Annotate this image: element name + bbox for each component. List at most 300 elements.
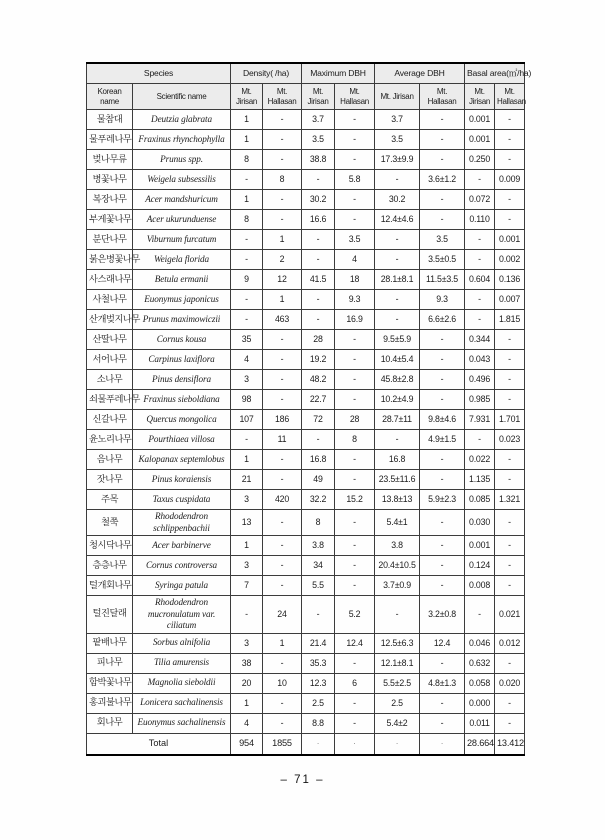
value-cell: 10.2±4.9 [375, 390, 420, 410]
value-cell: - [263, 190, 302, 210]
value-cell: 4.8±1.3 [420, 673, 465, 693]
value-cell: 5.8 [335, 170, 375, 190]
value-cell: - [495, 693, 525, 713]
scientific-name-cell: Sorbus alnifolia [133, 633, 231, 653]
table-body [87, 110, 525, 755]
header-density: Density( /ha) [231, 63, 302, 84]
table-header [87, 63, 532, 110]
value-cell: 0.604 [465, 270, 495, 290]
value-cell: 0.000 [465, 693, 495, 713]
value-cell: 0.085 [465, 490, 495, 510]
korean-name-cell: 복장나무 [87, 190, 133, 210]
scientific-name-cell: Acer ukurunduense [133, 210, 231, 230]
value-cell: 41.5 [302, 270, 335, 290]
value-cell: 4 [335, 250, 375, 270]
value-cell: 32.2 [302, 490, 335, 510]
value-cell: 38.8 [302, 150, 335, 170]
subheader-korean-name: Korean name [87, 84, 133, 110]
value-cell: - [495, 390, 525, 410]
value-cell: 8.8 [302, 713, 335, 733]
value-cell: 48.2 [302, 370, 335, 390]
value-cell: 1 [231, 130, 263, 150]
table-row [87, 390, 525, 410]
korean-name-cell: 팥배나무 [87, 633, 133, 653]
value-cell: 1 [231, 450, 263, 470]
value-cell: 20.4±10.5 [375, 556, 420, 576]
value-cell: 0.009 [495, 170, 525, 190]
value-cell: 5.5±2.5 [375, 673, 420, 693]
value-cell: - [335, 190, 375, 210]
value-cell: - [495, 510, 525, 536]
value-cell: 21.4 [302, 633, 335, 653]
value-cell: - [420, 653, 465, 673]
scientific-name-cell: Magnolia sieboldii [133, 673, 231, 693]
value-cell: 3 [231, 633, 263, 653]
value-cell: 0.011 [465, 713, 495, 733]
value-cell: 49 [302, 470, 335, 490]
value-cell: 12.4 [335, 633, 375, 653]
value-cell: 98 [231, 390, 263, 410]
value-cell: - [231, 230, 263, 250]
value-cell: - [302, 290, 335, 310]
table-row [87, 290, 525, 310]
species-table [86, 62, 532, 756]
value-cell: 3.7±0.9 [375, 576, 420, 596]
value-cell: - [495, 713, 525, 733]
korean-name-cell: 서어나무 [87, 350, 133, 370]
value-cell: - [495, 556, 525, 576]
page-number: – 71 – [280, 774, 325, 786]
value-cell: - [465, 310, 495, 330]
value-cell: - [495, 350, 525, 370]
value-cell: 28.1±8.1 [375, 270, 420, 290]
value-cell: 9.3 [335, 290, 375, 310]
scientific-name-cell: Carpinus laxiflora [133, 350, 231, 370]
value-cell: - [263, 576, 302, 596]
value-cell: 107 [231, 410, 263, 430]
table-row [87, 450, 525, 470]
value-cell: 30.2 [375, 190, 420, 210]
value-cell: 38 [231, 653, 263, 673]
value-cell: - [495, 370, 525, 390]
value-cell: 3.5 [420, 230, 465, 250]
value-cell: 1 [263, 290, 302, 310]
value-cell: 0.985 [465, 390, 495, 410]
value-cell: - [375, 430, 420, 450]
value-cell: 8 [335, 430, 375, 450]
scientific-name-cell: Acer mandshuricum [133, 190, 231, 210]
scientific-name-cell: Pinus koraiensis [133, 470, 231, 490]
korean-name-cell: 부게꽃나무 [87, 210, 133, 230]
value-cell: - [263, 713, 302, 733]
table-row [87, 596, 525, 634]
korean-name-cell: 음나무 [87, 450, 133, 470]
value-cell: 5.4±2 [375, 713, 420, 733]
value-cell: 2.5 [302, 693, 335, 713]
scientific-name-cell: Betula ermanii [133, 270, 231, 290]
value-cell: 0.136 [495, 270, 525, 290]
subheader-maxdbh-jirisan: Mt. Jirisan [302, 84, 335, 110]
value-cell: - [420, 110, 465, 130]
value-cell: 9 [231, 270, 263, 290]
value-cell: - [335, 370, 375, 390]
value-cell: 0.023 [495, 430, 525, 450]
total-value-cell: 28.664 [465, 733, 495, 755]
value-cell: 35 [231, 330, 263, 350]
value-cell: 5.5 [302, 576, 335, 596]
value-cell: 0.250 [465, 150, 495, 170]
value-cell: - [375, 170, 420, 190]
value-cell: - [420, 150, 465, 170]
value-cell: 12.5±6.3 [375, 633, 420, 653]
table-row [87, 230, 525, 250]
value-cell: - [263, 510, 302, 536]
value-cell: 19.2 [302, 350, 335, 370]
value-cell: 0.001 [465, 536, 495, 556]
korean-name-cell: 털개회나무 [87, 576, 133, 596]
value-cell: - [263, 653, 302, 673]
korean-name-cell: 회나무 [87, 713, 133, 733]
value-cell: - [335, 210, 375, 230]
scientific-name-cell: Kalopanax septemlobus [133, 450, 231, 470]
value-cell: - [263, 150, 302, 170]
value-cell: - [335, 350, 375, 370]
table-row [87, 130, 525, 150]
value-cell: 8 [231, 210, 263, 230]
value-cell: - [495, 536, 525, 556]
value-cell: 24 [263, 596, 302, 634]
header-species: Species [87, 63, 231, 84]
value-cell: 0.007 [495, 290, 525, 310]
scientific-name-cell: Weigela florida [133, 250, 231, 270]
subheader-maxdbh-hallasan: Mt. Hallasan [335, 84, 375, 110]
korean-name-cell: 소나무 [87, 370, 133, 390]
value-cell: 16.9 [335, 310, 375, 330]
table-row [87, 510, 525, 536]
korean-name-cell: 피나무 [87, 653, 133, 673]
value-cell: 0.012 [495, 633, 525, 653]
value-cell: 12.3 [302, 673, 335, 693]
value-cell: - [495, 150, 525, 170]
value-cell: 0.030 [465, 510, 495, 536]
subheader-avgdbh-jirisan: Mt. Jirisan [375, 84, 420, 110]
value-cell: - [263, 330, 302, 350]
value-cell: 0.022 [465, 450, 495, 470]
value-cell: 4 [231, 713, 263, 733]
value-cell: - [420, 536, 465, 556]
value-cell: 20 [231, 673, 263, 693]
value-cell: 3.5 [302, 130, 335, 150]
value-cell: - [302, 250, 335, 270]
value-cell: 3.5±0.5 [420, 250, 465, 270]
table-row [87, 576, 525, 596]
value-cell: - [375, 310, 420, 330]
korean-name-cell: 산개벚지나무 [87, 310, 133, 330]
value-cell: 0.072 [465, 190, 495, 210]
value-cell: - [263, 693, 302, 713]
scientific-name-cell: Fraxinus sieboldiana [133, 390, 231, 410]
value-cell: 12.4±4.6 [375, 210, 420, 230]
total-value-cell: 13.412 [495, 733, 525, 755]
scientific-name-cell: Weigela subsessilis [133, 170, 231, 190]
value-cell: - [231, 310, 263, 330]
value-cell: - [263, 556, 302, 576]
value-cell: 0.001 [495, 230, 525, 250]
value-cell: - [263, 130, 302, 150]
header-average-dbh: Average DBH [375, 63, 465, 84]
value-cell: 8 [231, 150, 263, 170]
value-cell: 8 [302, 510, 335, 536]
value-cell: - [465, 230, 495, 250]
value-cell: - [335, 110, 375, 130]
value-cell: 0.043 [465, 350, 495, 370]
korean-name-cell: 붉은병꽃나무 [87, 250, 133, 270]
scientific-name-cell: Taxus cuspidata [133, 490, 231, 510]
value-cell: 0.058 [465, 673, 495, 693]
total-value-cell: · [375, 733, 420, 755]
value-cell: 3.7 [302, 110, 335, 130]
value-cell: - [420, 576, 465, 596]
value-cell: - [263, 470, 302, 490]
scientific-name-cell: Rhododendron schlippenbachii [133, 510, 231, 536]
value-cell: - [420, 190, 465, 210]
subheader-avgdbh-hallasan: Mt. Hallasan [420, 84, 465, 110]
value-cell: 1.321 [495, 490, 525, 510]
value-cell: 7.931 [465, 410, 495, 430]
value-cell: - [263, 370, 302, 390]
value-cell: - [495, 110, 525, 130]
table-row [87, 536, 525, 556]
value-cell: - [263, 350, 302, 370]
value-cell: 1.701 [495, 410, 525, 430]
korean-name-cell: 사철나무 [87, 290, 133, 310]
value-cell: 420 [263, 490, 302, 510]
value-cell: 1 [263, 230, 302, 250]
value-cell: 0.008 [465, 576, 495, 596]
value-cell: 28 [302, 330, 335, 350]
value-cell: 2.5 [375, 693, 420, 713]
value-cell: 0.046 [465, 633, 495, 653]
value-cell: 0.002 [495, 250, 525, 270]
table-row [87, 210, 525, 230]
value-cell: 0.632 [465, 653, 495, 673]
value-cell: 1.815 [495, 310, 525, 330]
total-row [87, 733, 525, 755]
value-cell: 5.4±1 [375, 510, 420, 536]
total-label-cell: Total [87, 733, 231, 755]
scientific-name-cell: Prunus spp. [133, 150, 231, 170]
value-cell: - [302, 596, 335, 634]
korean-name-cell: 잣나무 [87, 470, 133, 490]
value-cell: - [420, 450, 465, 470]
value-cell: - [465, 290, 495, 310]
value-cell: - [495, 450, 525, 470]
table-row [87, 556, 525, 576]
value-cell: - [231, 290, 263, 310]
value-cell: - [231, 430, 263, 450]
value-cell: - [420, 713, 465, 733]
value-cell: 463 [263, 310, 302, 330]
korean-name-cell: 분단나무 [87, 230, 133, 250]
table-row [87, 470, 525, 490]
scientific-name-cell: Fraxinus rhynchophylla [133, 130, 231, 150]
korean-name-cell: 쇠물푸레나무 [87, 390, 133, 410]
value-cell: 8 [263, 170, 302, 190]
value-cell: - [420, 693, 465, 713]
value-cell: 12.4 [420, 633, 465, 653]
value-cell: - [335, 330, 375, 350]
value-cell: 1 [263, 633, 302, 653]
value-cell: 16.6 [302, 210, 335, 230]
scientific-name-cell: Euonymus japonicus [133, 290, 231, 310]
value-cell: - [335, 556, 375, 576]
value-cell: 28 [335, 410, 375, 430]
value-cell: 0.344 [465, 330, 495, 350]
header-basal-area: Basal area(㎡/ha) [465, 63, 525, 84]
table-row [87, 370, 525, 390]
total-value-cell: · [420, 733, 465, 755]
table-row [87, 150, 525, 170]
total-value-cell: 1855 [263, 733, 302, 755]
table-row [87, 653, 525, 673]
value-cell: 12 [263, 270, 302, 290]
value-cell: 5.9±2.3 [420, 490, 465, 510]
value-cell: - [465, 430, 495, 450]
value-cell: - [335, 390, 375, 410]
value-cell: 5.2 [335, 596, 375, 634]
value-cell: 17.3±9.9 [375, 150, 420, 170]
value-cell: 3 [231, 370, 263, 390]
table-row [87, 633, 525, 653]
scientific-name-cell: Lonicera sachalinensis [133, 693, 231, 713]
table-row [87, 330, 525, 350]
value-cell: - [335, 713, 375, 733]
value-cell: 35.3 [302, 653, 335, 673]
value-cell: - [263, 450, 302, 470]
value-cell: 13.8±13 [375, 490, 420, 510]
value-cell: - [495, 653, 525, 673]
value-cell: 0.496 [465, 370, 495, 390]
value-cell: 7 [231, 576, 263, 596]
value-cell: 0.021 [495, 596, 525, 634]
value-cell: - [495, 130, 525, 150]
value-cell: 12.1±8.1 [375, 653, 420, 673]
value-cell: - [465, 170, 495, 190]
scientific-name-cell: Acer barbinerve [133, 536, 231, 556]
scientific-name-cell: Prunus maximowiczii [133, 310, 231, 330]
korean-name-cell: 신갈나무 [87, 410, 133, 430]
scientific-name-cell: Euonymus sachalinensis [133, 713, 231, 733]
value-cell: - [420, 390, 465, 410]
value-cell: - [420, 370, 465, 390]
table-row [87, 713, 525, 733]
korean-name-cell: 물참대 [87, 110, 133, 130]
value-cell: - [231, 170, 263, 190]
value-cell: 9.3 [420, 290, 465, 310]
value-cell: - [302, 430, 335, 450]
value-cell: - [495, 190, 525, 210]
value-cell: - [495, 210, 525, 230]
value-cell: - [335, 450, 375, 470]
value-cell: - [375, 596, 420, 634]
value-cell: - [495, 576, 525, 596]
value-cell: 9.5±5.9 [375, 330, 420, 350]
value-cell: 11.5±3.5 [420, 270, 465, 290]
value-cell: 3.8 [302, 536, 335, 556]
subheader-density-hallasan: Mt. Hallasan [263, 84, 302, 110]
table-row [87, 170, 525, 190]
value-cell: - [302, 170, 335, 190]
value-cell: 11 [263, 430, 302, 450]
value-cell: 3.6±1.2 [420, 170, 465, 190]
value-cell: - [420, 470, 465, 490]
value-cell: 4.9±1.5 [420, 430, 465, 450]
value-cell: 28.7±11 [375, 410, 420, 430]
subheader-density-jirisan: Mt. Jirisan [231, 84, 263, 110]
table-row [87, 490, 525, 510]
value-cell: - [335, 576, 375, 596]
value-cell: 18 [335, 270, 375, 290]
scientific-name-cell: Quercus mongolica [133, 410, 231, 430]
value-cell: - [231, 250, 263, 270]
scientific-name-cell: Pourthiaea villosa [133, 430, 231, 450]
table-row [87, 410, 525, 430]
value-cell: - [231, 596, 263, 634]
value-cell: - [263, 110, 302, 130]
value-cell: 1 [231, 536, 263, 556]
value-cell: - [335, 653, 375, 673]
total-value-cell: · [302, 733, 335, 755]
total-value-cell: 954 [231, 733, 263, 755]
scientific-name-cell: Viburnum furcatum [133, 230, 231, 250]
korean-name-cell: 층층나무 [87, 556, 133, 576]
table-row [87, 190, 525, 210]
value-cell: 3.8 [375, 536, 420, 556]
korean-name-cell: 사스래나무 [87, 270, 133, 290]
table-row [87, 673, 525, 693]
value-cell: - [335, 693, 375, 713]
value-cell: 0.124 [465, 556, 495, 576]
value-cell: - [420, 330, 465, 350]
value-cell: 10.4±5.4 [375, 350, 420, 370]
value-cell: 21 [231, 470, 263, 490]
value-cell: 22.7 [302, 390, 335, 410]
value-cell: 3.5 [375, 130, 420, 150]
table-row [87, 430, 525, 450]
value-cell: - [420, 510, 465, 536]
table-row [87, 350, 525, 370]
korean-name-cell: 윤노리나무 [87, 430, 133, 450]
value-cell: 34 [302, 556, 335, 576]
value-cell: - [495, 330, 525, 350]
value-cell: 3.5 [335, 230, 375, 250]
value-cell: - [495, 470, 525, 490]
value-cell: 3.2±0.8 [420, 596, 465, 634]
korean-name-cell: 벚나무류 [87, 150, 133, 170]
table-row [87, 270, 525, 290]
value-cell: 1 [231, 190, 263, 210]
value-cell: 6 [335, 673, 375, 693]
value-cell: - [335, 536, 375, 556]
scientific-name-cell: Tilia amurensis [133, 653, 231, 673]
value-cell: - [465, 250, 495, 270]
total-value-cell: · [335, 733, 375, 755]
value-cell: 23.5±11.6 [375, 470, 420, 490]
scientific-name-cell: Cornus controversa [133, 556, 231, 576]
value-cell: 1.135 [465, 470, 495, 490]
scientific-name-cell: Pinus densiflora [133, 370, 231, 390]
value-cell: 3.7 [375, 110, 420, 130]
